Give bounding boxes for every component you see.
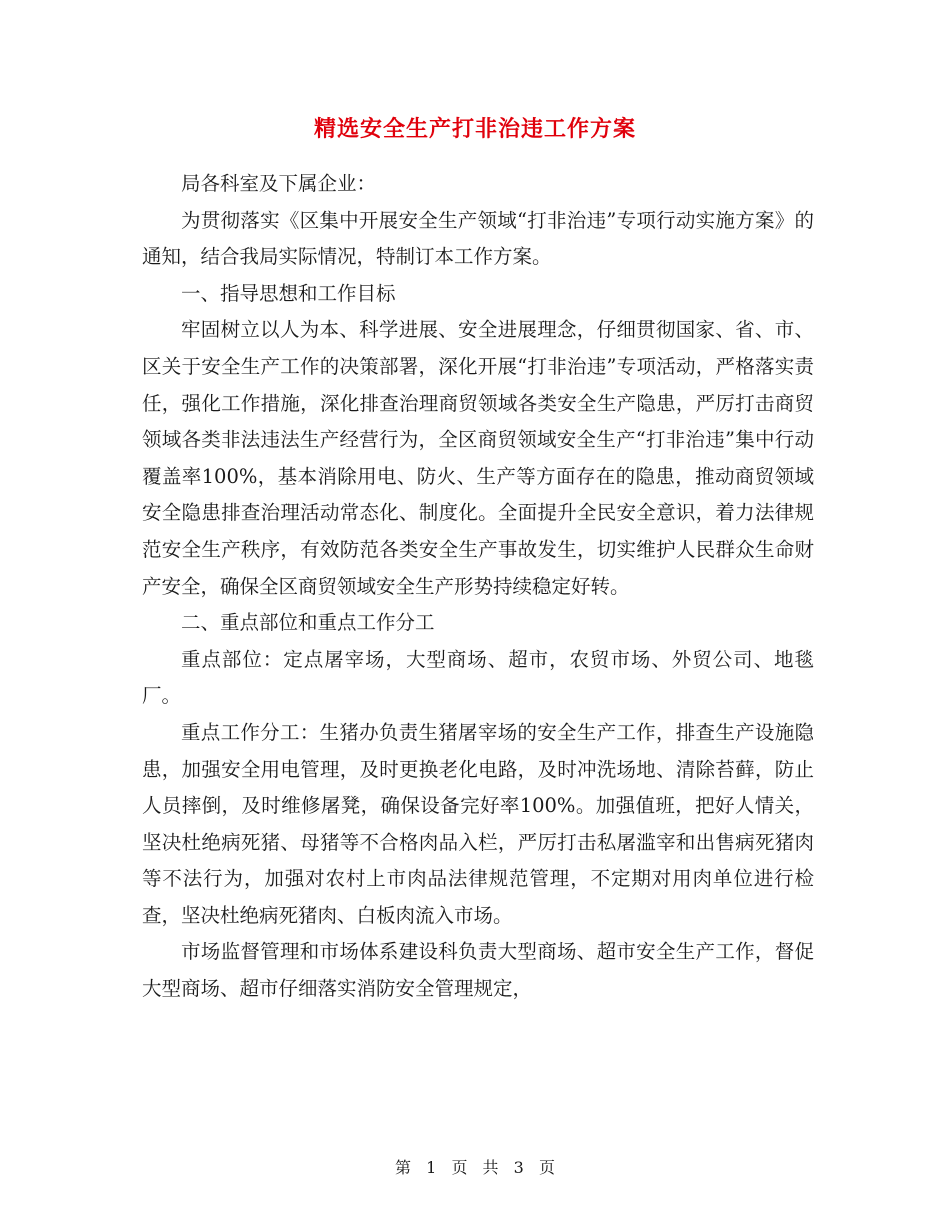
intro-paragraph: 为贯彻落实《区集中开展安全生产领域“打非治违”专项行动实施方案》的通知，结合我局实际情况，特制订本工作方案。 xyxy=(142,208,814,269)
document-title: 精选安全生产打非治违工作方案 xyxy=(313,117,636,142)
footer-total-word: 页 xyxy=(538,1158,555,1177)
body-paragraph: 市场监督管理和市场体系建设科负责大型商场、超市安全生产工作，督促大型商场、超市仔细落实消防安全管理规定， xyxy=(142,940,814,1001)
section-heading-2: 二、重点部位和重点工作分工 xyxy=(181,611,435,635)
footer-current-page: 1 xyxy=(426,1158,437,1177)
body-paragraph: 重点部位：定点屠宰场，大型商场、超市，农贸市场、外贸公司、地毯厂。 xyxy=(142,647,814,708)
salutation-paragraph: 局各科室及下属企业： xyxy=(181,172,377,195)
document-body xyxy=(142,166,814,1008)
footer-total-prefix: 共 xyxy=(482,1158,499,1177)
section-heading-1: 一、指导思想和工作目标 xyxy=(181,281,396,305)
footer-page-prefix: 第 xyxy=(395,1158,412,1177)
body-paragraph: 重点工作分工：生猪办负责生猪屠宰场的安全生产工作，排查生产设施隐患，加强安全用电管理，及时更换老化电路，及时冲洗场地、清除苔藓，防止人员摔倒，及时维修屠凳，确保设备完好率100%。加强值班，把好人情关，坚决杜绝病死猪、母猪等不合格肉品入栏，严厉打击私屠滥宰和出售病死猪肉等不法行为，加强对农村上市肉品法律规范管理，不定期对用肉单位进行检查，坚决杜绝病死猪肉、白板肉流入市场。 xyxy=(142,720,814,927)
body-paragraph: 牢固树立以人为本、科学进展、安全进展理念，仔细贯彻国家、省、市、区关于安全生产工作的决策部署，深化开展“打非治违”专项活动，严格落实责任，强化工作措施，深化排查治理商贸领域各类安全生产隐患，严厉打击商贸领域各类非法违法生产经营行为，全区商贸领域安全生产“打非治违”集中行动覆盖率100%，基本消除用电、防火、生产等方面存在的隐患，推动商贸领域安全隐患排查治理活动常态化、制度化。全面提升全民安全意识，着力法律规范安全生产秩序，有效防范各类安全生产事故发生，切实维护人民群众生命财产安全，确保全区商贸领域安全生产形势持续稳定好转。 xyxy=(142,318,814,598)
page-footer xyxy=(0,1155,950,1178)
footer-total-pages: 3 xyxy=(513,1158,524,1177)
footer-page-word: 页 xyxy=(451,1158,468,1177)
